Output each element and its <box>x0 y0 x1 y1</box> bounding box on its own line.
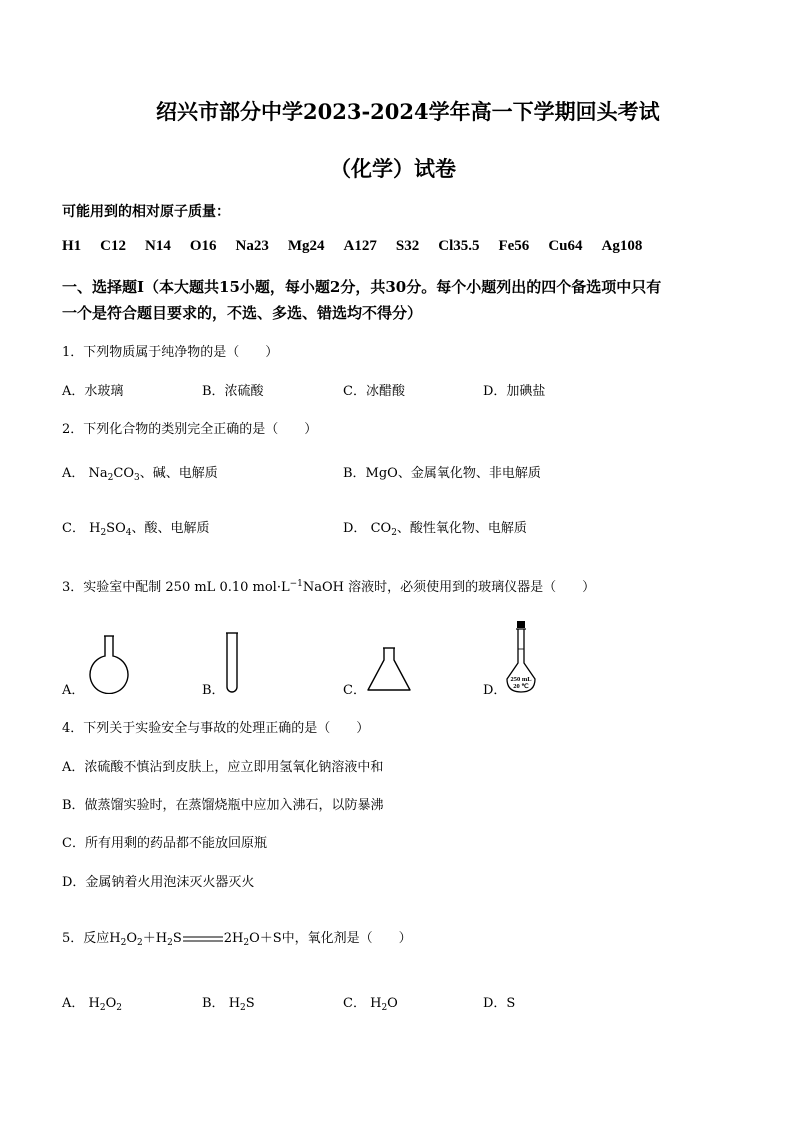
q4-stem: 4．下列关于实验安全与事故的处理正确的是（ ） <box>62 721 370 736</box>
q3-option-b-label: B． <box>202 683 225 698</box>
q2-stem: 2．下列化合物的类别完全正确的是（ ） <box>62 422 318 437</box>
q1-option-a: A．水玻璃 <box>62 384 124 399</box>
q1-stem: 1．下列物质属于纯净物的是（ ） <box>62 345 279 360</box>
section-heading-line2: 一个是符合题目要求的，不选、多选、错选均不得分） <box>62 304 423 322</box>
atomic-mass-item: Mg24 <box>287 238 325 254</box>
erlenmeyer-flask-icon <box>366 646 412 693</box>
q5-option-b: B． $H_2S$ <box>202 996 255 1013</box>
q2-option-a: A． $Na_2CO_3$、碱、电解质 <box>62 466 218 483</box>
q2-option-d: D． $CO_2$、酸性氧化物、电解质 <box>343 521 527 538</box>
q3-option-c-label: C． <box>343 683 366 698</box>
q5-stem: 5．反应$H_2O_2+H_2S$ $2H_2O+S$中，氧化剂是（ ） <box>62 931 412 948</box>
q4-option-d: D．金属钠着火用泡沫灭火器灭火 <box>62 875 255 890</box>
q3-option-d-label: D． <box>483 683 507 698</box>
atomic-mass-item: N14 <box>145 238 171 254</box>
q3-option-a-label: A． <box>62 683 85 698</box>
q3-stem: 3．实验室中配制 250 mL 0.10 $mol\cdot L^{-1}NaOH$ 溶液时，必须使用到的玻璃仪器是（ ） <box>62 579 596 595</box>
q1-option-b: B．浓硫酸 <box>202 384 264 399</box>
section-heading-line1: 一、选择题Ⅰ（本大题共15小题，每小题2分，共30分。每个小题列出的四个备选项中只有 <box>62 278 662 296</box>
atomic-masses-list <box>62 238 661 255</box>
q1-option-d: D．加碘盐 <box>483 384 546 399</box>
atomic-mass-item: O16 <box>189 238 217 254</box>
atomic-mass-item: H1 <box>62 238 82 254</box>
atomic-mass-item: Fe56 <box>498 238 530 254</box>
atomic-masses-label: 可能用到的相对原子质量： <box>62 204 230 220</box>
exam-subtitle: （化学）试卷 <box>330 156 456 181</box>
q1-option-c: C．冰醋酸 <box>343 384 405 399</box>
atomic-mass-item: S32 <box>395 238 420 254</box>
atomic-mass-item: Ag108 <box>601 238 643 254</box>
flask-temperature-label: 20 ℃ <box>513 683 529 690</box>
round-bottom-flask-icon <box>86 634 132 694</box>
volumetric-flask-icon <box>504 619 538 695</box>
q5-option-d: D．S <box>483 996 516 1011</box>
test-tube-icon <box>225 631 239 694</box>
q2-option-c: C． $H_2SO_4$、酸、电解质 <box>62 521 210 538</box>
atomic-mass-item: Na23 <box>235 238 269 254</box>
atomic-mass-item: A127 <box>343 238 377 254</box>
exam-title: 绍兴市部分中学2023-2024学年高一下学期回头考试 <box>156 99 660 124</box>
flask-capacity-label: 250 mL <box>510 676 532 683</box>
atomic-mass-item: Cl35.5 <box>438 238 480 254</box>
q5-option-c: C． $H_2O$ <box>343 996 398 1013</box>
q5-option-a: A． $H_2O_2$ <box>62 996 123 1013</box>
q4-option-b: B．做蒸馏实验时，在蒸馏烧瓶中应加入沸石，以防暴沸 <box>62 798 384 813</box>
reaction-equals-sign <box>183 934 223 944</box>
q4-option-a: A．浓硫酸不慎沾到皮肤上，应立即用氢氧化钠溶液中和 <box>62 760 384 775</box>
atomic-mass-item: C12 <box>100 238 127 254</box>
q2-option-b: B．MgO、金属氧化物、非电解质 <box>343 466 541 481</box>
q4-option-c: C．所有用剩的药品都不能放回原瓶 <box>62 836 267 851</box>
atomic-mass-item: Cu64 <box>548 238 583 254</box>
